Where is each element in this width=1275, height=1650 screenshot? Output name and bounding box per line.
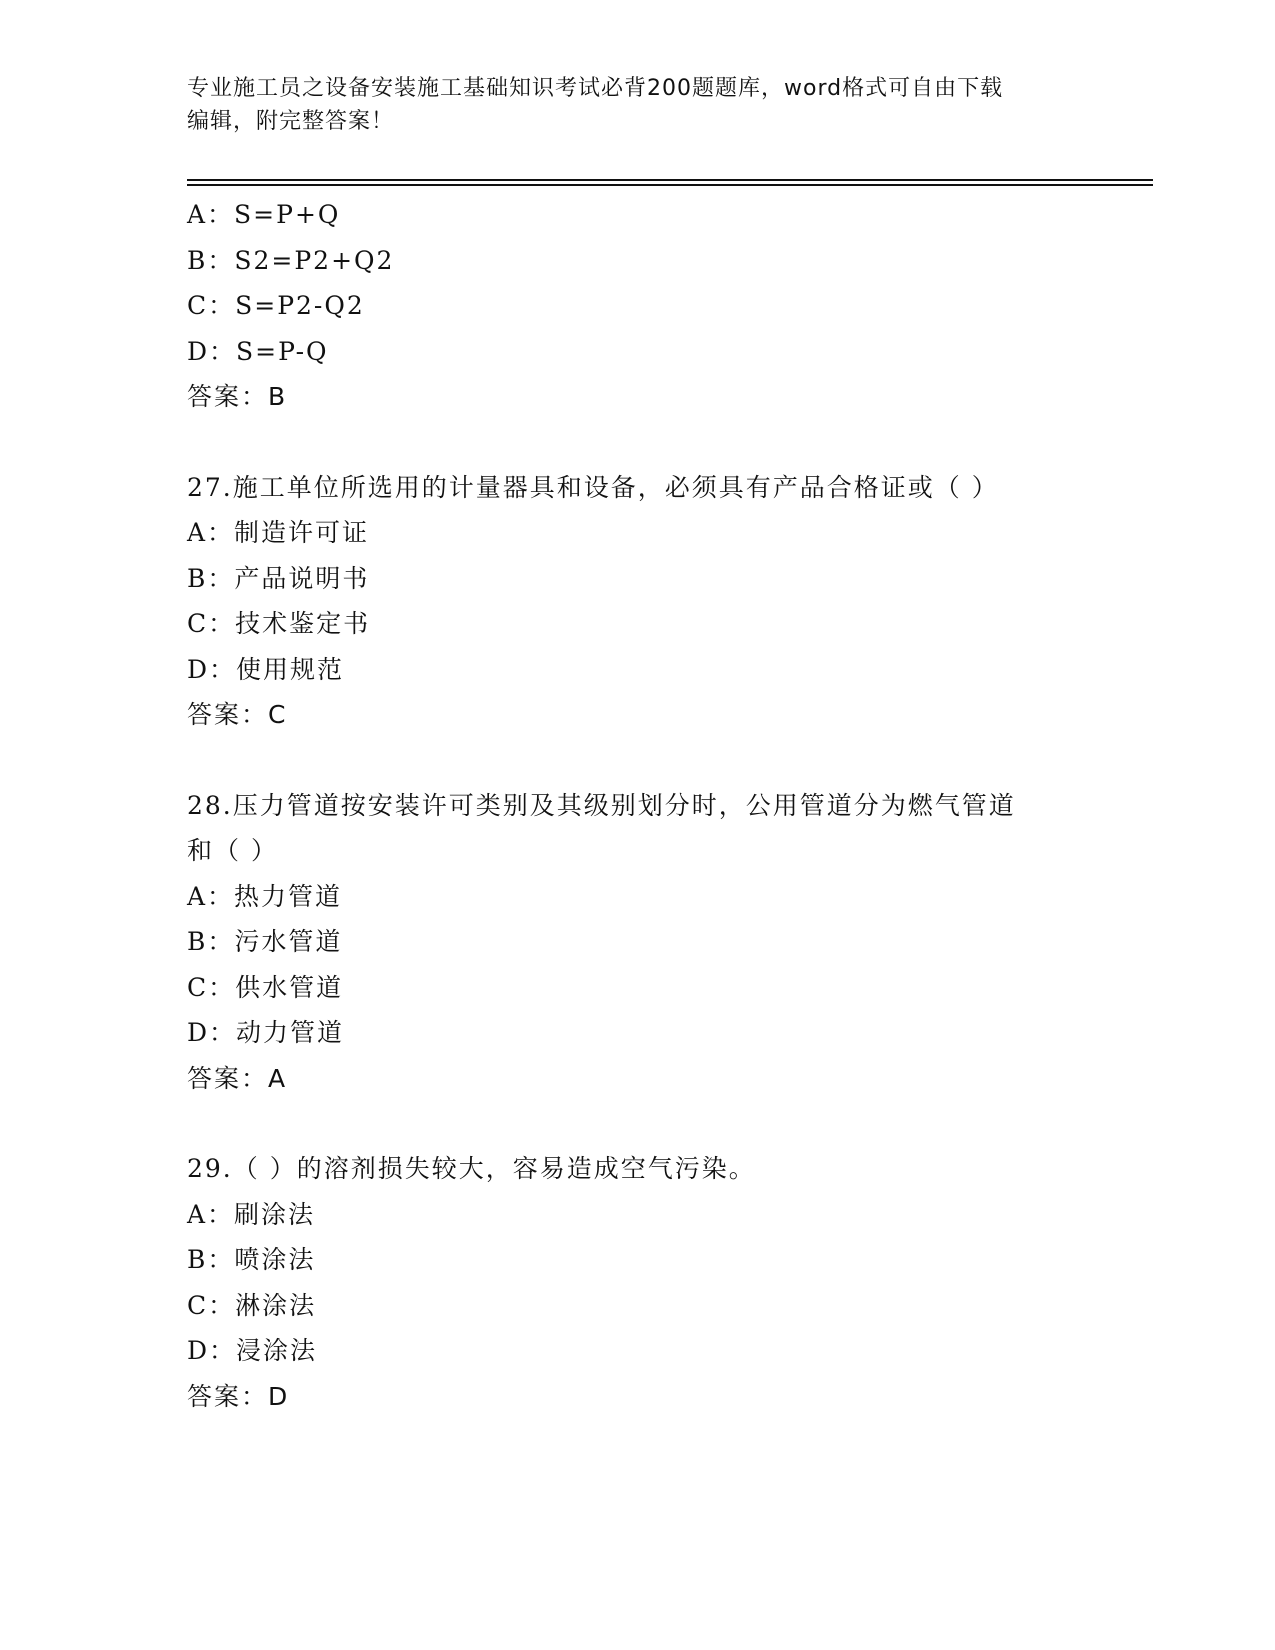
question-stem-line-2: 和（ ） xyxy=(187,836,278,865)
document-header xyxy=(187,72,1087,138)
option-a: A：S=P+Q xyxy=(187,200,341,229)
question-block-28 xyxy=(187,783,1107,1102)
option-d: D：S=P-Q xyxy=(187,336,329,366)
option-b: B：污水管道 xyxy=(187,927,343,956)
option-b: B：喷涂法 xyxy=(187,1245,316,1274)
option-a: A：制造许可证 xyxy=(187,518,370,547)
answer-label: 答案：D xyxy=(187,1381,290,1411)
option-c: C：技术鉴定书 xyxy=(187,609,371,638)
option-b: B：S2=P2+Q2 xyxy=(187,245,395,275)
question-stem-line-1: 28.压力管道按安装许可类别及其级别划分时，公用管道分为燃气管道 xyxy=(187,790,1016,820)
question-block-26 xyxy=(187,192,1107,420)
answer-label: 答案：C xyxy=(187,700,288,729)
header-line-1: 专业施工员之设备安装施工基础知识考试必背200题题库，word格式可自由下载 xyxy=(187,76,1004,101)
question-list xyxy=(187,192,1107,1464)
option-a: A：刷涂法 xyxy=(187,1199,316,1229)
header-divider-top xyxy=(187,179,1153,181)
header-divider-bottom xyxy=(187,184,1153,186)
question-stem: 29.（ ）的溶剂损失较大，容易造成空气污染。 xyxy=(187,1154,756,1183)
answer-label: 答案：A xyxy=(187,1063,288,1093)
option-c: C：S=P2-Q2 xyxy=(187,291,365,320)
option-a: A：热力管道 xyxy=(187,881,343,911)
header-line-2: 编辑，附完整答案！ xyxy=(187,109,395,134)
option-c: C：供水管道 xyxy=(187,972,344,1002)
option-c: C：淋涂法 xyxy=(187,1290,317,1320)
answer-label: 答案：B xyxy=(187,382,288,411)
question-block-29 xyxy=(187,1146,1107,1419)
question-stem: 27.施工单位所选用的计量器具和设备，必须具有产品合格证或（ ） xyxy=(187,472,999,502)
option-d: D：使用规范 xyxy=(187,654,345,684)
question-block-27 xyxy=(187,465,1107,738)
option-b: B：产品说明书 xyxy=(187,563,370,593)
option-d: D：动力管道 xyxy=(187,1018,345,1047)
option-d: D：浸涂法 xyxy=(187,1336,318,1365)
